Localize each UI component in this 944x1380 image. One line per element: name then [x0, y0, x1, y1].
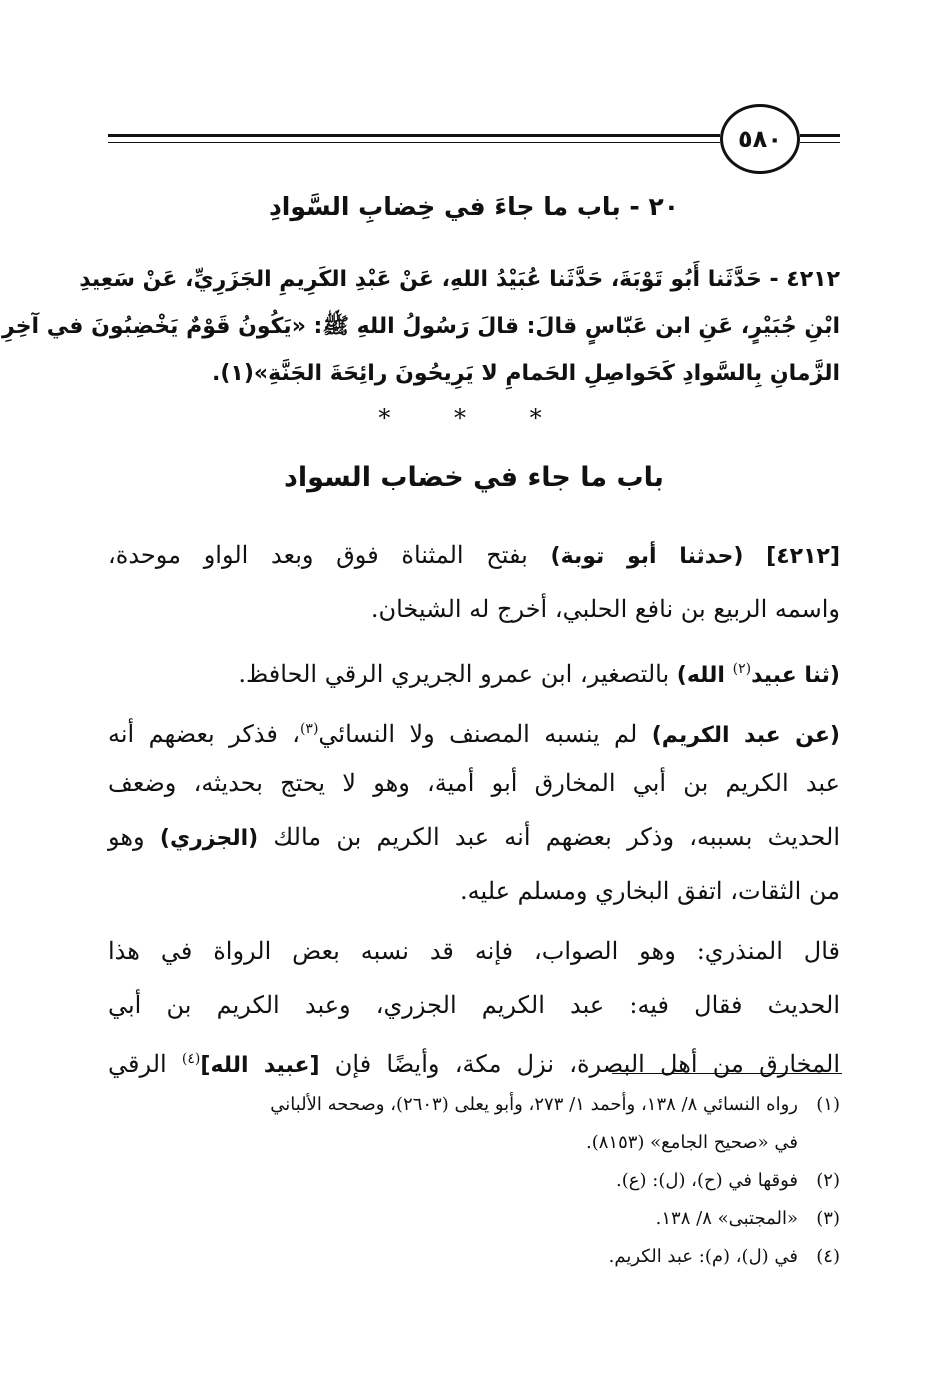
header-rule	[108, 142, 720, 143]
bold-phrase: [٤٢١٢] (حدثنا أبو توبة)	[550, 544, 840, 569]
header-rule	[800, 142, 840, 143]
commentary-line: الحديث فقال فيه: عبد الكريم الجزري، وعبد الكريم بن أبي	[108, 991, 840, 1019]
hadith-line: ٤٢١٢ - حَدَّثَنا أَبُو تَوْبَةَ، حَدَّثَنا عُبَيْدُ اللهِ، عَنْ عَبْدِ الكَرِيمِ الجَزَرِيِّ، عَنْ سَعِيدِ	[79, 267, 840, 292]
hadith-line: الزَّمانِ بِالسَّوادِ كَحَواصِلِ الحَمامِ لا يَرِيحُونَ رائِحَةَ الجَنَّةِ»(١).	[211, 361, 840, 386]
text-run: لم ينسبه المصنف ولا النسائي	[318, 720, 652, 748]
text-run: الحديث بسببه، وذكر بعضهم أنه عبد الكريم بن مالك	[258, 823, 841, 851]
text-run: بفتح المثناة فوق وبعد الواو موحدة،	[108, 541, 551, 569]
commentary-line: عبد الكريم بن أبي المخارق أبو أمية، وهو لا يحتج بحديثه، وضعف	[108, 769, 840, 797]
footnote-ref: (٣)	[299, 721, 319, 737]
footnote-ref: (٤)	[181, 1051, 201, 1067]
text-run: المخارق من أهل البصرة، نزل مكة، وأيضًا فإن	[319, 1050, 840, 1078]
text-run: الرقي	[108, 1050, 182, 1078]
text-run: بالتصغير، ابن عمرو الجريري الرقي الحافظ.	[238, 660, 677, 688]
footnote-continuation: في «صحيح الجامع» (٨١٥٣).	[585, 1132, 798, 1153]
bold-phrase: الله)	[676, 663, 733, 688]
commentary-line	[108, 810, 840, 864]
footnote	[108, 1162, 840, 1200]
footnote-text: «المجتبى» ٨/ ١٣٨.	[655, 1208, 798, 1229]
footnote-number: (١)	[816, 1094, 840, 1115]
hadith-text	[2, 256, 840, 397]
section-separator: * * *	[378, 404, 570, 432]
commentary-title: باب ما جاء في خضاب السواد	[284, 462, 664, 493]
bold-phrase: (ثنا عبيد	[751, 663, 840, 688]
commentary-line	[108, 642, 840, 696]
footnote-ref: (٢)	[732, 661, 752, 677]
footnote-text: في (ل)، (م): عبد الكريم.	[608, 1246, 798, 1267]
header-rule	[800, 134, 840, 137]
footnote	[108, 1200, 840, 1238]
commentary-line: قال المنذري: وهو الصواب، فإنه قد نسبه بعض الرواة في هذا	[108, 937, 840, 965]
header-rule	[108, 134, 720, 137]
footnote-text: رواه النسائي ٨/ ١٣٨، وأحمد ١/ ٢٧٣، وأبو يعلى (٢٦٠٣)، وصححه الألباني	[270, 1094, 798, 1115]
hadith-line: ابْنِ جُبَيْرٍ، عَنِ ابن عَبّاسٍ قالَ: قالَ رَسُولُ اللهِ ﷺ: «يَكُونُ قَوْمٌ يَخْضِبُونَ في آخِرِ	[2, 314, 840, 339]
commentary-line	[108, 702, 840, 756]
bold-phrase: (عن عبد الكريم)	[651, 723, 840, 748]
page-number: ٥٨٠	[720, 104, 800, 174]
footnote	[108, 1238, 840, 1276]
footnote-number: (٣)	[816, 1208, 840, 1229]
commentary-line	[108, 528, 840, 582]
text-run: ، فذكر بعضهم أنه	[108, 720, 300, 748]
commentary-line	[108, 1032, 840, 1086]
footnote-number: (٢)	[816, 1170, 840, 1191]
footnote-number: (٤)	[816, 1246, 840, 1267]
commentary-line: من الثقات، اتفق البخاري ومسلم عليه.	[460, 877, 840, 905]
commentary-line: واسمه الربيع بن نافع الحلبي، أخرج له الشيخان.	[370, 595, 840, 623]
text-run: وهو	[108, 823, 160, 851]
bold-phrase: [عبيد الله]	[200, 1053, 320, 1078]
chapter-title: ٢٠ - باب ما جاءَ في خِضابِ السَّوادِ	[268, 192, 680, 221]
footnotes	[108, 1086, 840, 1276]
footnote	[108, 1086, 840, 1124]
bold-phrase: (الجزري)	[159, 826, 259, 851]
commentary-text	[108, 528, 840, 1086]
footnote-rule	[612, 1073, 842, 1074]
footnote-text: فوقها في (ح)، (ل): (ع).	[616, 1170, 798, 1191]
